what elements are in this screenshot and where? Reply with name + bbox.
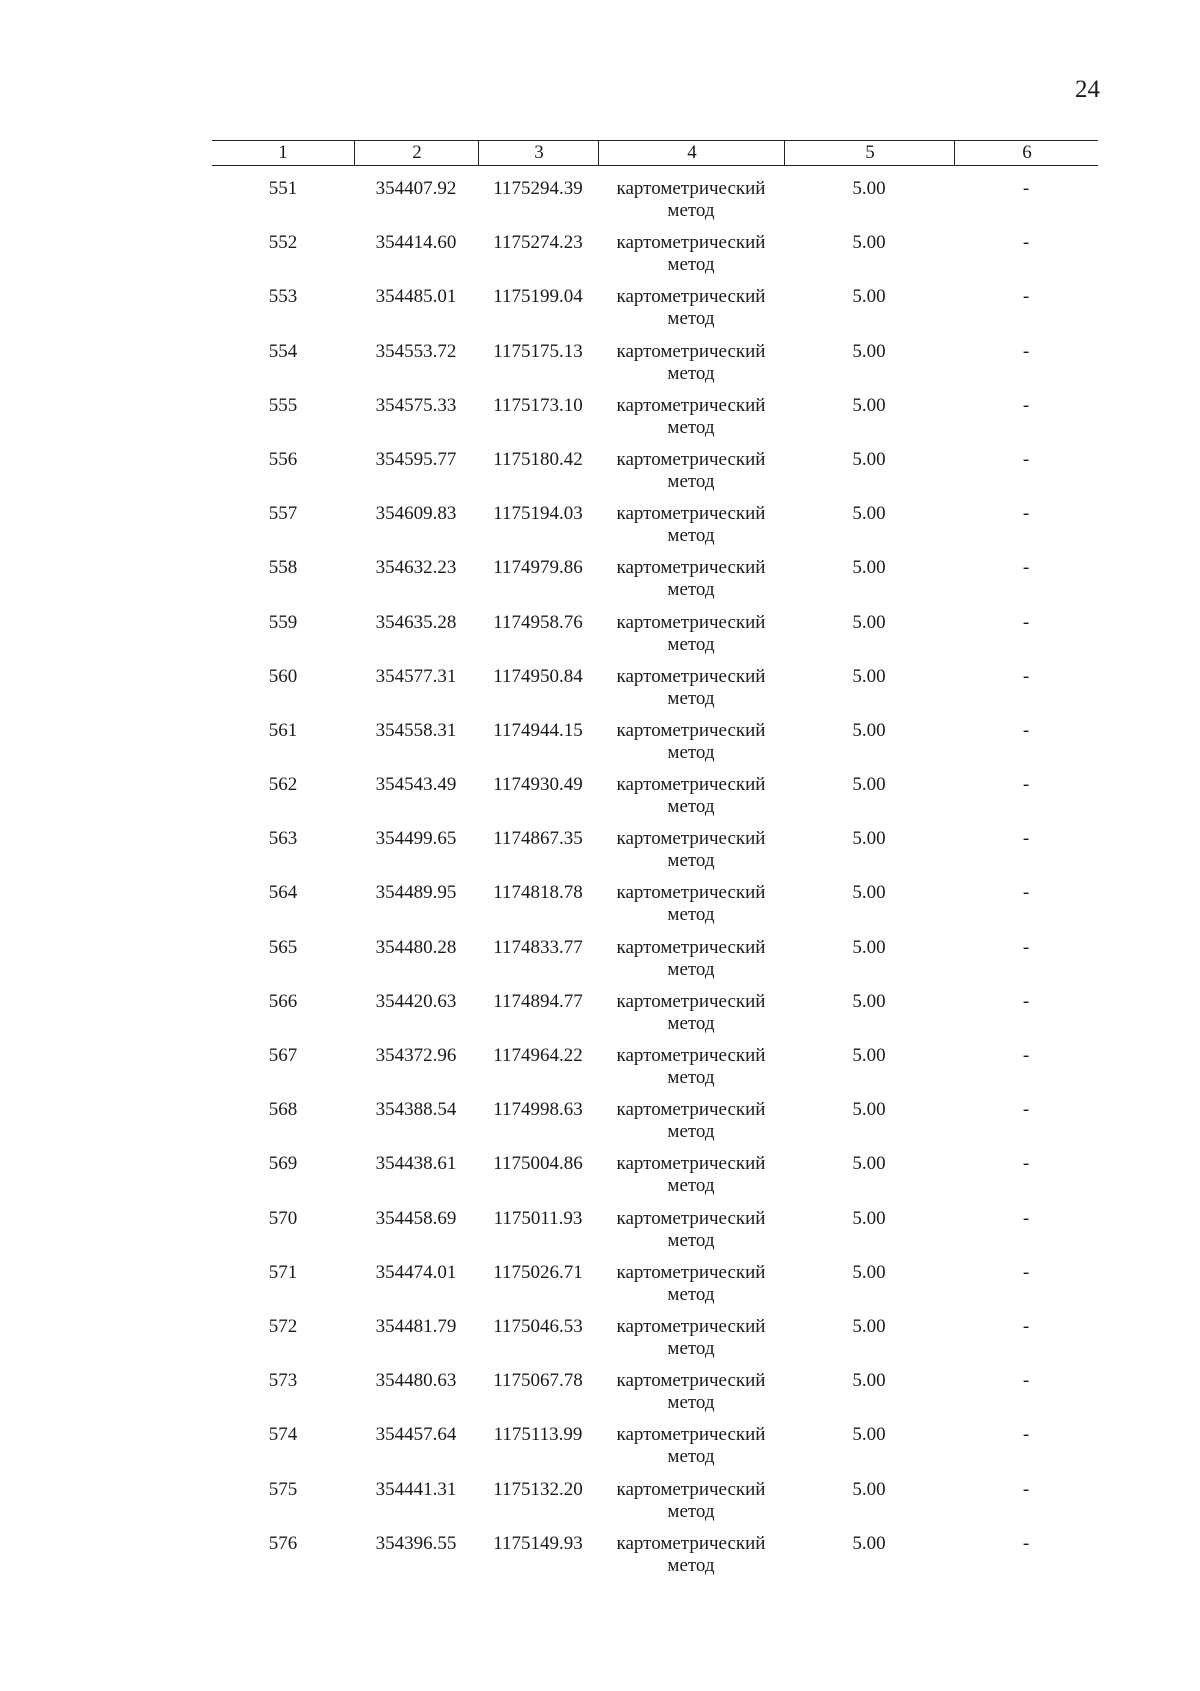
y-coordinate-cell: 1175199.04 xyxy=(493,286,583,308)
table-row xyxy=(212,600,1098,654)
x-coordinate-cell: 354595.77 xyxy=(375,448,457,470)
accuracy-cell: 5.00 xyxy=(852,1532,886,1554)
x-coordinate-cell: 354388.54 xyxy=(375,1099,457,1121)
x-coordinate-cell: 354441.31 xyxy=(375,1478,457,1500)
point-number-cell: 565 xyxy=(268,936,298,958)
description-cell: - xyxy=(1022,882,1030,904)
method-line-1: картометрический xyxy=(616,286,766,308)
method-cell xyxy=(598,1099,784,1143)
point-number-cell: 562 xyxy=(268,774,298,796)
method-line-2: метод xyxy=(667,687,715,709)
x-coordinate-cell: 354458.69 xyxy=(375,1207,457,1229)
point-number-cell: 554 xyxy=(268,340,298,362)
method-line-2: метод xyxy=(667,850,715,872)
method-line-2: метод xyxy=(667,308,715,330)
y-coordinate-cell: 1175173.10 xyxy=(493,394,583,416)
method-line-1: картометрический xyxy=(616,611,766,633)
method-line-2: метод xyxy=(667,525,715,547)
x-coordinate-cell: 354485.01 xyxy=(375,286,457,308)
method-line-2: метод xyxy=(667,958,715,980)
x-coordinate-cell: 354632.23 xyxy=(375,557,457,579)
method-line-2: метод xyxy=(667,416,715,438)
y-coordinate-cell: 1175067.78 xyxy=(493,1370,583,1392)
point-number-cell: 555 xyxy=(268,394,298,416)
accuracy-cell: 5.00 xyxy=(852,503,886,525)
method-line-2: метод xyxy=(667,1446,715,1468)
table-row xyxy=(212,274,1098,328)
table-row xyxy=(212,816,1098,870)
method-line-1: картометрический xyxy=(616,394,766,416)
description-cell: - xyxy=(1022,448,1030,470)
method-cell xyxy=(598,1424,784,1468)
x-coordinate-cell: 354609.83 xyxy=(375,503,457,525)
y-coordinate-cell: 1174867.35 xyxy=(493,828,583,850)
method-cell xyxy=(598,503,784,547)
method-line-1: картометрический xyxy=(616,1478,766,1500)
accuracy-cell: 5.00 xyxy=(852,448,886,470)
y-coordinate-cell: 1174818.78 xyxy=(493,882,583,904)
coordinates-table xyxy=(212,140,1098,1575)
method-line-1: картометрический xyxy=(616,448,766,470)
accuracy-cell: 5.00 xyxy=(852,936,886,958)
method-cell xyxy=(598,178,784,222)
point-number-cell: 573 xyxy=(268,1370,298,1392)
point-number-cell: 557 xyxy=(268,503,298,525)
method-cell xyxy=(598,1045,784,1089)
point-number-cell: 576 xyxy=(268,1532,298,1554)
y-coordinate-cell: 1175046.53 xyxy=(493,1315,583,1337)
method-line-1: картометрический xyxy=(616,1315,766,1337)
method-cell xyxy=(598,1479,784,1523)
accuracy-cell: 5.00 xyxy=(852,1478,886,1500)
point-number-cell: 575 xyxy=(268,1478,298,1500)
y-coordinate-cell: 1174894.77 xyxy=(493,990,583,1012)
point-number-cell: 570 xyxy=(268,1207,298,1229)
x-coordinate-cell: 354372.96 xyxy=(375,1045,457,1066)
description-cell: - xyxy=(1022,394,1030,416)
point-number-cell: 571 xyxy=(268,1261,298,1283)
method-line-1: картометрический xyxy=(616,503,766,525)
point-number-cell: 564 xyxy=(268,882,298,904)
table-row xyxy=(212,708,1098,762)
description-cell: - xyxy=(1022,1099,1030,1121)
accuracy-cell: 5.00 xyxy=(852,557,886,579)
table-row xyxy=(212,1304,1098,1358)
y-coordinate-cell: 1175132.20 xyxy=(493,1478,583,1500)
point-number-cell: 552 xyxy=(268,232,298,254)
method-cell xyxy=(598,882,784,926)
x-coordinate-cell: 354474.01 xyxy=(375,1261,457,1283)
accuracy-cell: 5.00 xyxy=(852,1153,886,1175)
point-number-cell: 574 xyxy=(268,1424,298,1446)
accuracy-cell: 5.00 xyxy=(852,1207,886,1229)
description-cell: - xyxy=(1022,1424,1030,1446)
y-coordinate-cell: 1175274.23 xyxy=(493,232,583,254)
method-cell xyxy=(598,449,784,493)
method-cell xyxy=(598,828,784,872)
description-cell: - xyxy=(1022,1532,1030,1554)
method-line-2: метод xyxy=(667,200,715,221)
method-cell xyxy=(598,232,784,276)
method-cell xyxy=(598,1533,784,1577)
table-row xyxy=(212,545,1098,599)
y-coordinate-cell: 1175194.03 xyxy=(493,503,583,525)
method-line-2: метод xyxy=(667,904,715,926)
y-coordinate-cell: 1174833.77 xyxy=(493,936,583,958)
accuracy-cell: 5.00 xyxy=(852,990,886,1012)
description-cell: - xyxy=(1022,936,1030,958)
table-row xyxy=(212,870,1098,924)
table-row xyxy=(212,762,1098,816)
x-coordinate-cell: 354480.63 xyxy=(375,1370,457,1392)
method-cell xyxy=(598,991,784,1035)
table-row xyxy=(212,1141,1098,1195)
accuracy-cell: 5.00 xyxy=(852,1261,886,1283)
y-coordinate-cell: 1175294.39 xyxy=(493,178,583,199)
accuracy-cell: 5.00 xyxy=(852,1099,886,1121)
x-coordinate-cell: 354489.95 xyxy=(375,882,457,904)
x-coordinate-cell: 354543.49 xyxy=(375,774,457,796)
method-cell xyxy=(598,341,784,385)
column-header-5: 5 xyxy=(784,141,955,165)
method-cell xyxy=(598,1262,784,1306)
method-line-2: метод xyxy=(667,470,715,492)
method-line-1: картометрический xyxy=(616,340,766,362)
method-cell xyxy=(598,1208,784,1252)
y-coordinate-cell: 1174964.22 xyxy=(493,1045,583,1066)
y-coordinate-cell: 1174979.86 xyxy=(493,557,583,579)
x-coordinate-cell: 354553.72 xyxy=(375,340,457,362)
method-line-1: картометрический xyxy=(616,1370,766,1392)
table-header xyxy=(212,140,1098,166)
method-line-2: метод xyxy=(667,1175,715,1197)
point-number-cell: 561 xyxy=(268,719,298,741)
table-row xyxy=(212,1033,1098,1087)
method-line-1: картометрический xyxy=(616,719,766,741)
point-number-cell: 563 xyxy=(268,828,298,850)
x-coordinate-cell: 354635.28 xyxy=(375,611,457,633)
column-header-3: 3 xyxy=(478,141,599,165)
y-coordinate-cell: 1175149.93 xyxy=(493,1532,583,1554)
method-line-2: метод xyxy=(667,1283,715,1305)
column-header-1: 1 xyxy=(278,142,288,163)
table-row xyxy=(212,1521,1098,1575)
method-line-2: метод xyxy=(667,796,715,818)
method-line-1: картометрический xyxy=(616,232,766,254)
accuracy-cell: 5.00 xyxy=(852,1370,886,1392)
column-header-2: 2 xyxy=(354,141,479,165)
x-coordinate-cell: 354499.65 xyxy=(375,828,457,850)
x-coordinate-cell: 354480.28 xyxy=(375,936,457,958)
y-coordinate-cell: 1175011.93 xyxy=(493,1207,583,1229)
method-line-2: метод xyxy=(667,741,715,763)
column-header-6: 6 xyxy=(954,141,1099,165)
x-coordinate-cell: 354438.61 xyxy=(375,1153,457,1175)
accuracy-cell: 5.00 xyxy=(852,774,886,796)
accuracy-cell: 5.00 xyxy=(852,286,886,308)
method-line-2: метод xyxy=(667,1500,715,1522)
accuracy-cell: 5.00 xyxy=(852,882,886,904)
description-cell: - xyxy=(1022,1045,1030,1066)
description-cell: - xyxy=(1022,286,1030,308)
point-number-cell: 566 xyxy=(268,990,298,1012)
method-cell xyxy=(598,1316,784,1360)
method-cell xyxy=(598,1153,784,1197)
table-row xyxy=(212,1358,1098,1412)
method-line-1: картометрический xyxy=(616,828,766,850)
accuracy-cell: 5.00 xyxy=(852,340,886,362)
description-cell: - xyxy=(1022,1370,1030,1392)
method-line-1: картометрический xyxy=(616,990,766,1012)
y-coordinate-cell: 1175175.13 xyxy=(493,340,583,362)
y-coordinate-cell: 1175180.42 xyxy=(493,448,583,470)
x-coordinate-cell: 354558.31 xyxy=(375,719,457,741)
description-cell: - xyxy=(1022,557,1030,579)
y-coordinate-cell: 1175004.86 xyxy=(493,1153,583,1175)
accuracy-cell: 5.00 xyxy=(852,232,886,254)
accuracy-cell: 5.00 xyxy=(852,394,886,416)
accuracy-cell: 5.00 xyxy=(852,828,886,850)
method-cell xyxy=(598,774,784,818)
point-number-cell: 559 xyxy=(268,611,298,633)
description-cell: - xyxy=(1022,1207,1030,1229)
method-line-2: метод xyxy=(667,1337,715,1359)
table-row xyxy=(212,1196,1098,1250)
x-coordinate-cell: 354414.60 xyxy=(375,232,457,254)
accuracy-cell: 5.00 xyxy=(852,1315,886,1337)
point-number-cell: 567 xyxy=(268,1045,298,1066)
description-cell: - xyxy=(1022,232,1030,254)
method-cell xyxy=(598,612,784,656)
accuracy-cell: 5.00 xyxy=(852,665,886,687)
description-cell: - xyxy=(1022,1315,1030,1337)
method-line-2: метод xyxy=(667,362,715,384)
description-cell: - xyxy=(1022,719,1030,741)
accuracy-cell: 5.00 xyxy=(852,1424,886,1446)
table-row xyxy=(212,1250,1098,1304)
y-coordinate-cell: 1174998.63 xyxy=(493,1099,583,1121)
x-coordinate-cell: 354407.92 xyxy=(375,178,457,199)
description-cell: - xyxy=(1022,611,1030,633)
point-number-cell: 553 xyxy=(268,286,298,308)
description-cell: - xyxy=(1022,1478,1030,1500)
method-line-1: картометрический xyxy=(616,1424,766,1446)
method-line-2: метод xyxy=(667,1067,715,1088)
description-cell: - xyxy=(1022,1261,1030,1283)
point-number-cell: 568 xyxy=(268,1099,298,1121)
y-coordinate-cell: 1175113.99 xyxy=(493,1424,583,1446)
table-row xyxy=(212,654,1098,708)
method-line-2: метод xyxy=(667,633,715,655)
x-coordinate-cell: 354457.64 xyxy=(375,1424,457,1446)
x-coordinate-cell: 354481.79 xyxy=(375,1315,457,1337)
point-number-cell: 558 xyxy=(268,557,298,579)
method-cell xyxy=(598,666,784,710)
method-line-2: метод xyxy=(667,1012,715,1034)
method-line-1: картометрический xyxy=(616,557,766,579)
method-cell xyxy=(598,395,784,439)
table-row xyxy=(212,1467,1098,1521)
method-line-1: картометрический xyxy=(616,1532,766,1554)
description-cell: - xyxy=(1022,990,1030,1012)
page-number: 24 xyxy=(1075,76,1100,103)
method-cell xyxy=(598,720,784,764)
method-cell xyxy=(598,286,784,330)
point-number-cell: 569 xyxy=(268,1153,298,1175)
point-number-cell: 556 xyxy=(268,448,298,470)
table-row xyxy=(212,383,1098,437)
description-cell: - xyxy=(1022,178,1030,199)
description-cell: - xyxy=(1022,1153,1030,1175)
method-line-2: метод xyxy=(667,579,715,601)
column-header-4: 4 xyxy=(598,141,785,165)
method-line-1: картометрический xyxy=(616,774,766,796)
y-coordinate-cell: 1174950.84 xyxy=(493,665,583,687)
accuracy-cell: 5.00 xyxy=(852,178,886,199)
method-line-1: картометрический xyxy=(616,1153,766,1175)
y-coordinate-cell: 1174944.15 xyxy=(493,719,583,741)
description-cell: - xyxy=(1022,774,1030,796)
description-cell: - xyxy=(1022,665,1030,687)
table-row xyxy=(212,1087,1098,1141)
x-coordinate-cell: 354575.33 xyxy=(375,394,457,416)
method-line-1: картометрический xyxy=(616,1261,766,1283)
x-coordinate-cell: 354420.63 xyxy=(375,990,457,1012)
method-line-1: картометрический xyxy=(616,1207,766,1229)
point-number-cell: 572 xyxy=(268,1315,298,1337)
method-line-1: картометрический xyxy=(616,1045,766,1066)
description-cell: - xyxy=(1022,340,1030,362)
method-cell xyxy=(598,1370,784,1414)
method-line-2: метод xyxy=(667,1121,715,1143)
method-line-1: картометрический xyxy=(616,665,766,687)
x-coordinate-cell: 354396.55 xyxy=(375,1532,457,1554)
table-row xyxy=(212,329,1098,383)
method-line-1: картометрический xyxy=(616,936,766,958)
method-line-2: метод xyxy=(667,1229,715,1251)
method-line-1: картометрический xyxy=(616,882,766,904)
accuracy-cell: 5.00 xyxy=(852,1045,886,1066)
method-cell xyxy=(598,557,784,601)
x-coordinate-cell: 354577.31 xyxy=(375,665,457,687)
table-row xyxy=(212,437,1098,491)
accuracy-cell: 5.00 xyxy=(852,611,886,633)
point-number-cell: 560 xyxy=(268,665,298,687)
method-cell xyxy=(598,937,784,981)
y-coordinate-cell: 1174930.49 xyxy=(493,774,583,796)
method-line-1: картометрический xyxy=(616,1099,766,1121)
method-line-2: метод xyxy=(667,254,715,276)
accuracy-cell: 5.00 xyxy=(852,719,886,741)
table-body xyxy=(212,166,1098,1575)
table-row xyxy=(212,166,1098,220)
method-line-2: метод xyxy=(667,1554,715,1576)
y-coordinate-cell: 1175026.71 xyxy=(493,1261,583,1283)
table-row xyxy=(212,979,1098,1033)
y-coordinate-cell: 1174958.76 xyxy=(493,611,583,633)
description-cell: - xyxy=(1022,828,1030,850)
point-number-cell: 551 xyxy=(268,178,298,199)
method-line-1: картометрический xyxy=(616,178,766,199)
method-line-2: метод xyxy=(667,1392,715,1414)
table-row xyxy=(212,220,1098,274)
table-row xyxy=(212,1412,1098,1466)
table-row xyxy=(212,925,1098,979)
description-cell: - xyxy=(1022,503,1030,525)
table-row xyxy=(212,491,1098,545)
